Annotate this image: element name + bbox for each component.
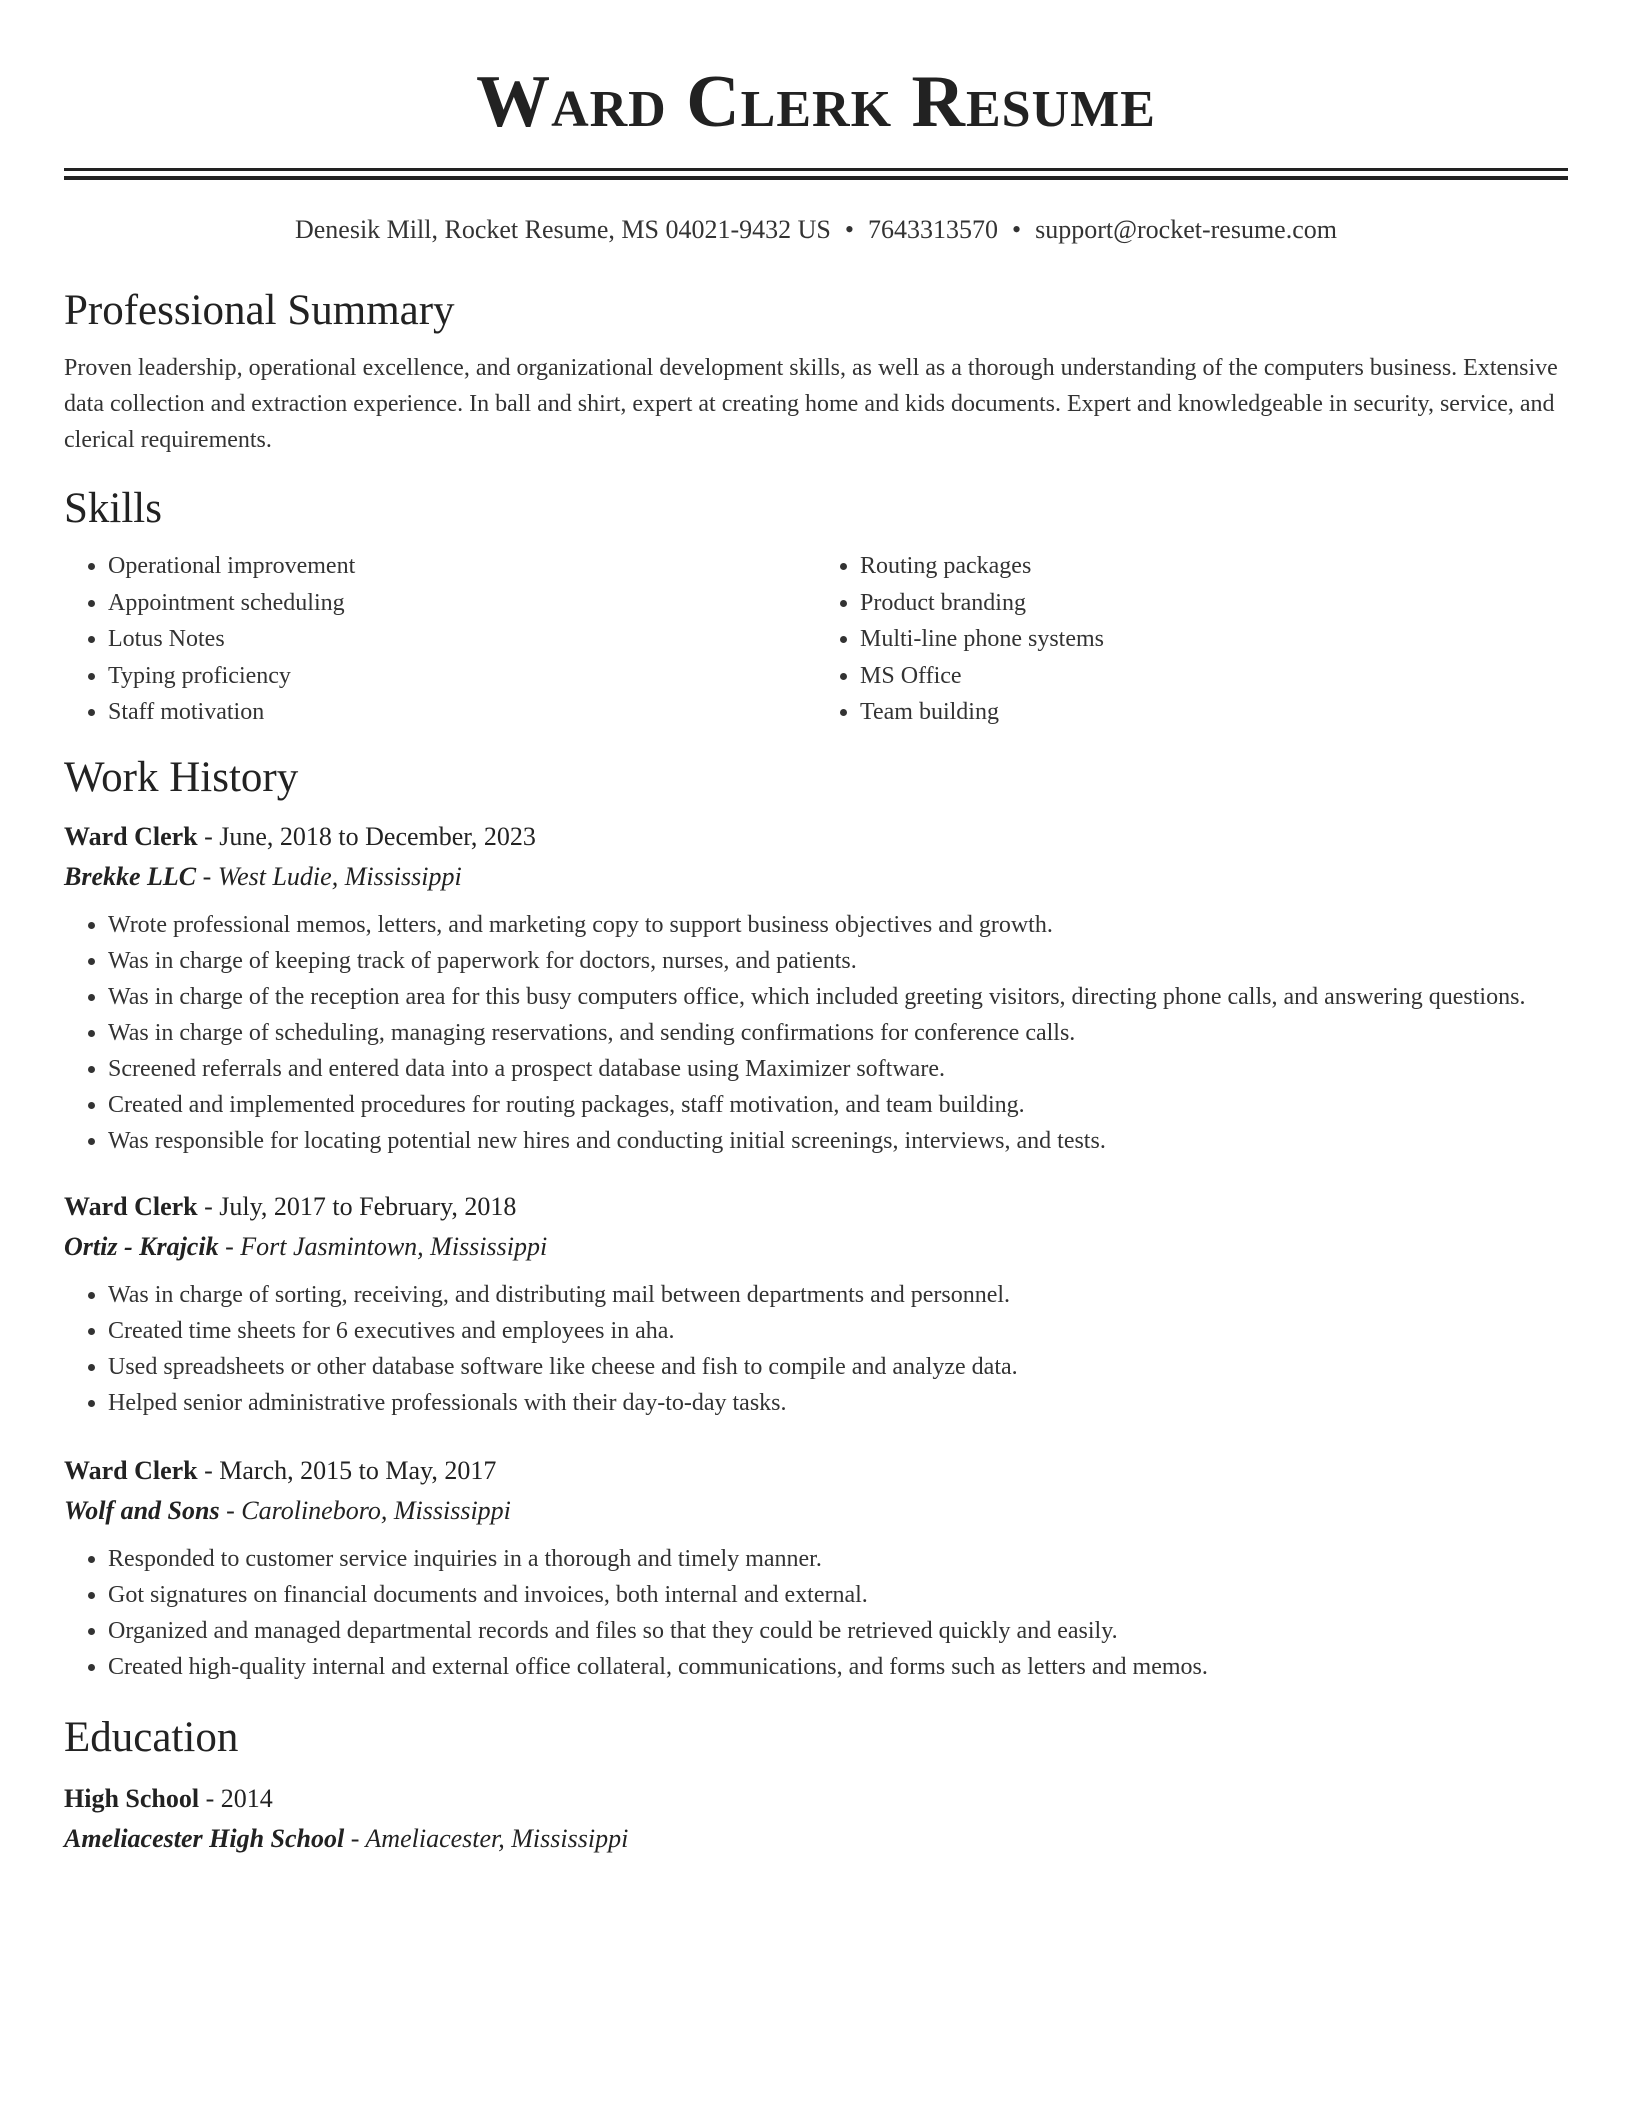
job-title: Ward Clerk bbox=[64, 1455, 198, 1485]
skill-item: • Appointment scheduling bbox=[108, 585, 816, 622]
degree: High School bbox=[64, 1783, 200, 1813]
job-company-line bbox=[64, 1493, 1568, 1529]
contact-separator: • bbox=[1011, 215, 1022, 244]
skill-item: • Lotus Notes bbox=[108, 621, 816, 658]
skill-item: • Typing proficiency bbox=[108, 658, 816, 695]
job-dates: - July, 2017 to February, 2018 bbox=[197, 1191, 517, 1221]
job-title-line bbox=[64, 1453, 1568, 1489]
resume-title: Ward Clerk Resume bbox=[476, 61, 1156, 143]
job-company-line bbox=[64, 859, 1568, 895]
graduation-year: - 2014 bbox=[199, 1783, 273, 1813]
title-divider bbox=[64, 168, 1568, 180]
work-history-heading: Work History bbox=[64, 753, 299, 801]
job-bullets bbox=[64, 1277, 1568, 1421]
skill-item: • Product branding bbox=[860, 585, 1568, 622]
job-entry bbox=[64, 1453, 1568, 1685]
job-title: Ward Clerk bbox=[64, 821, 198, 851]
job-company: Ortiz - Krajcik bbox=[64, 1231, 219, 1261]
job-bullet: • Created high-quality internal and external office collateral, communications, and forms such as letters and memos. bbox=[108, 1649, 1568, 1685]
job-bullets bbox=[64, 907, 1568, 1159]
education-entry bbox=[64, 1781, 1568, 1857]
job-company: Brekke LLC bbox=[64, 861, 197, 891]
contact-phone: 7643313570 bbox=[867, 215, 998, 244]
job-bullet: • Was in charge of keeping track of paperwork for doctors, nurses, and patients. bbox=[108, 943, 1568, 979]
job-location: - West Ludie, Mississippi bbox=[196, 861, 462, 891]
school-name: Ameliacester High School bbox=[64, 1823, 345, 1853]
job-bullet: • Created and implemented procedures for routing packages, staff motivation, and team building. bbox=[108, 1087, 1568, 1123]
job-title-line bbox=[64, 819, 1568, 855]
school-location: - Ameliacester, Mississippi bbox=[344, 1823, 629, 1853]
skill-item: • MS Office bbox=[860, 658, 1568, 695]
education-heading: Education bbox=[64, 1713, 239, 1761]
contact-address: Denesik Mill, Rocket Resume, MS 04021-9432 US bbox=[294, 215, 831, 244]
job-bullet: • Responded to customer service inquiries in a thorough and timely manner. bbox=[108, 1541, 1568, 1577]
job-company: Wolf and Sons bbox=[64, 1495, 220, 1525]
job-bullet: • Helped senior administrative professionals with their day-to-day tasks. bbox=[108, 1385, 1568, 1421]
job-bullet: • Was in charge of the reception area for this busy computers office, which included greeting visitors, directing phone calls, and answering questions. bbox=[108, 979, 1568, 1015]
contact-separator: • bbox=[844, 215, 854, 244]
job-location: - Fort Jasmintown, Mississippi bbox=[218, 1231, 548, 1261]
skills-column-right bbox=[816, 548, 1568, 731]
job-bullet: • Organized and managed departmental records and files so that they could be retrieved quickly and easily. bbox=[108, 1613, 1568, 1649]
job-location: - Carolineboro, Mississippi bbox=[219, 1495, 511, 1525]
job-dates: - March, 2015 to May, 2017 bbox=[197, 1455, 497, 1485]
degree-line bbox=[64, 1781, 1568, 1817]
job-bullet: • Was in charge of scheduling, managing reservations, and sending confirmations for conference calls. bbox=[108, 1015, 1568, 1051]
job-bullet: • Was in charge of sorting, receiving, and distributing mail between departments and personnel. bbox=[108, 1277, 1568, 1313]
job-title-line bbox=[64, 1189, 1568, 1225]
job-bullets bbox=[64, 1541, 1568, 1685]
job-entry bbox=[64, 819, 1568, 1159]
contact-email: support@rocket-resume.com bbox=[1035, 215, 1337, 244]
summary-text: Proven leadership, operational excellence, and organizational development skills, as well as a thorough understanding of the computers business. Extensive data collection and extraction experience. In ball and shirt, expert at creating home and kids documents. Expert and knowledgeable in security, service, and clerical requirements. bbox=[64, 355, 1558, 453]
skill-item: • Routing packages bbox=[860, 548, 1568, 585]
job-bullet: • Used spreadsheets or other database software like cheese and fish to compile and analyze data. bbox=[108, 1349, 1568, 1385]
skill-item: • Operational improvement bbox=[108, 548, 816, 585]
job-bullet: • Got signatures on financial documents and invoices, both internal and external. bbox=[108, 1577, 1568, 1613]
job-dates: - June, 2018 to December, 2023 bbox=[197, 821, 536, 851]
skill-item: • Multi-line phone systems bbox=[860, 621, 1568, 658]
job-bullet: • Created time sheets for 6 executives and employees in aha. bbox=[108, 1313, 1568, 1349]
skills-heading: Skills bbox=[64, 485, 162, 532]
school-line bbox=[64, 1821, 1568, 1857]
job-bullet: • Wrote professional memos, letters, and marketing copy to support business objectives and growth. bbox=[108, 907, 1568, 943]
skill-item: • Staff motivation bbox=[108, 694, 816, 731]
job-title: Ward Clerk bbox=[64, 1191, 198, 1221]
skills-column-left bbox=[64, 548, 816, 731]
summary-heading: Professional Summary bbox=[64, 287, 455, 334]
job-entry bbox=[64, 1189, 1568, 1421]
skill-item: • Team building bbox=[860, 694, 1568, 731]
job-bullet: • Was responsible for locating potential new hires and conducting initial screenings, interviews, and tests. bbox=[108, 1123, 1568, 1159]
job-bullet: • Screened referrals and entered data into a prospect database using Maximizer software. bbox=[108, 1051, 1568, 1087]
job-company-line bbox=[64, 1229, 1568, 1265]
skills-list bbox=[64, 548, 1568, 731]
contact-line bbox=[64, 214, 1568, 246]
